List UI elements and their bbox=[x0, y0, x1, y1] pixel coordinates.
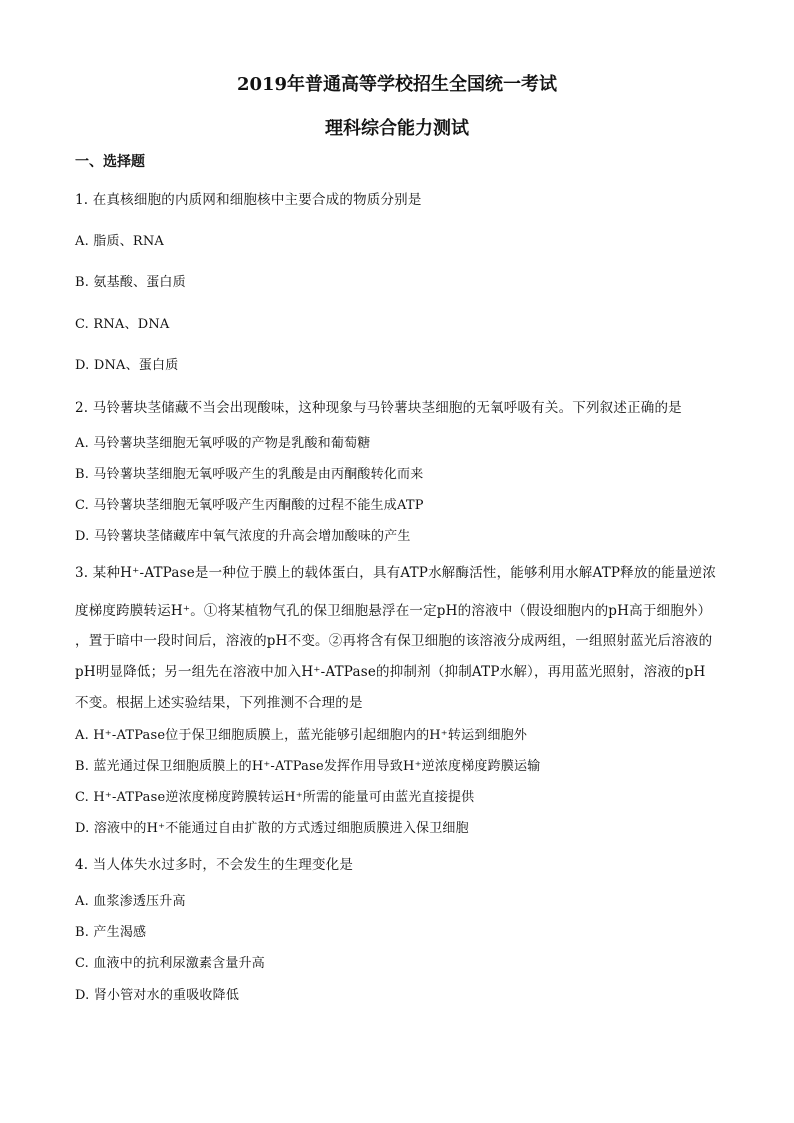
question-2-option-a: A. 马铃薯块茎细胞无氧呼吸的产物是乳酸和葡萄糖 bbox=[75, 436, 371, 451]
question-1-option-b: B. 氨基酸、蛋白质 bbox=[75, 275, 186, 290]
question-3-stem-line-3: ，置于暗中一段时间后，溶液的pH不变。②再将含有保卫细胞的该溶液分成两组，一组照射蓝光后溶液的 bbox=[75, 633, 713, 649]
question-4-stem: 4. 当人体失水过多时，不会发生的生理变化是 bbox=[75, 857, 354, 873]
question-3-option-a: A. H⁺-ATPase位于保卫细胞质膜上，蓝光能够引起细胞内的H⁺转运到细胞外 bbox=[75, 728, 528, 743]
question-3-stem-line-1: 3. 某种H⁺-ATPase是一种位于膜上的载体蛋白，具有ATP水解酶活性，能够利用水解ATP释放的能量逆浓 bbox=[75, 565, 717, 581]
question-3-option-d: D. 溶液中的H⁺不能通过自由扩散的方式透过细胞质膜进入保卫细胞 bbox=[75, 821, 469, 836]
question-3-stem-line-4: pH明显降低；另一组先在溶液中加入H⁺-ATPase的抑制剂（抑制ATP水解），再用蓝光照射，溶液的pH bbox=[75, 664, 706, 680]
question-1-option-c: C. RNA、DNA bbox=[75, 317, 170, 332]
question-2-option-d: D. 马铃薯块茎储藏库中氧气浓度的升高会增加酸味的产生 bbox=[75, 529, 411, 544]
section-heading: 一、选择题 bbox=[75, 154, 145, 170]
question-1-option-d: D. DNA、蛋白质 bbox=[75, 358, 179, 373]
question-2-option-b: B. 马铃薯块茎细胞无氧呼吸产生的乳酸是由丙酮酸转化而来 bbox=[75, 467, 424, 482]
question-2-stem: 2. 马铃薯块茎储藏不当会出现酸味，这种现象与马铃薯块茎细胞的无氧呼吸有关。下列叙述正确的是 bbox=[75, 400, 682, 416]
question-4-option-d: D. 肾小管对水的重吸收降低 bbox=[75, 988, 240, 1003]
exam-title: 2019年普通高等学校招生全国统一考试 bbox=[236, 74, 558, 95]
question-3-stem-line-2: 度梯度跨膜转运H⁺。①将某植物气孔的保卫细胞悬浮在一定pH的溶液中（假设细胞内的pH高于细胞外） bbox=[75, 603, 712, 619]
question-1-stem: 1. 在真核细胞的内质网和细胞核中主要合成的物质分别是 bbox=[75, 192, 422, 208]
question-3-option-b: B. 蓝光通过保卫细胞质膜上的H⁺-ATPase发挥作用导致H⁺逆浓度梯度跨膜运输 bbox=[75, 759, 541, 774]
question-2-option-c: C. 马铃薯块茎细胞无氧呼吸产生丙酮酸的过程不能生成ATP bbox=[75, 498, 424, 513]
question-3-stem-line-5: 不变。根据上述实验结果，下列推测不合理的是 bbox=[75, 695, 363, 711]
question-4-option-c: C. 血液中的抗利尿激素含量升高 bbox=[75, 956, 265, 971]
question-4-option-a: A. 血浆渗透压升高 bbox=[75, 894, 186, 909]
exam-subtitle: 理科综合能力测试 bbox=[325, 118, 469, 139]
question-4-option-b: B. 产生渴感 bbox=[75, 925, 147, 940]
question-3-option-c: C. H⁺-ATPase逆浓度梯度跨膜转运H⁺所需的能量可由蓝光直接提供 bbox=[75, 790, 475, 805]
question-1-option-a: A. 脂质、RNA bbox=[75, 234, 165, 249]
